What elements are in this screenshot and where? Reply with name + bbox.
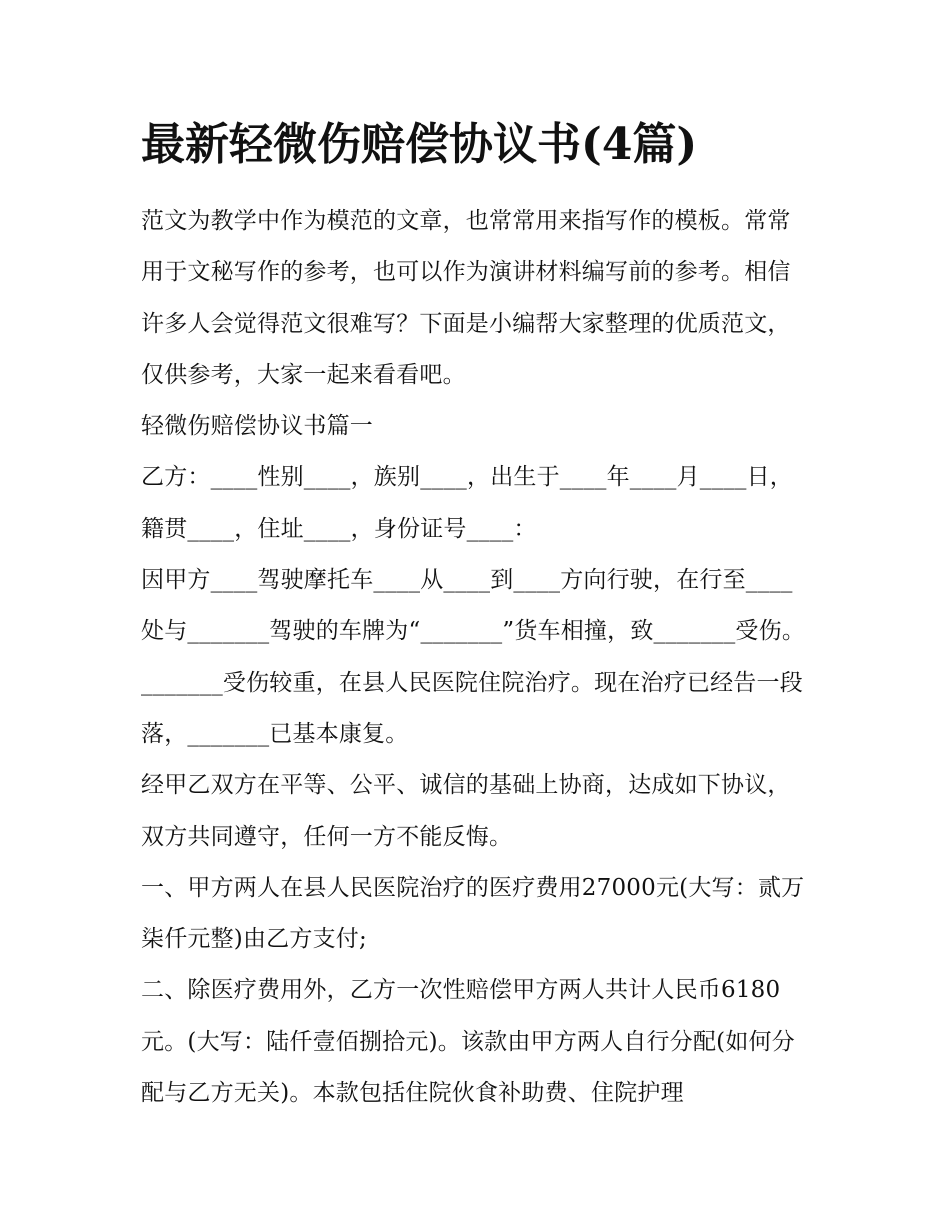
agreement-basis-paragraph: 经甲乙双方在平等、公平、诚信的基础上协商，达成如下协议，双方共同遵守，任何一方不能反悔。 <box>141 772 791 850</box>
clause-one-paragraph: 一、甲方两人在县人民医院治疗的医疗费用27000元(大写：贰万柒仟元整)由乙方支付; <box>141 874 805 953</box>
intro-paragraph: 范文为教学中作为模范的文章，也常常用来指写作的模板。常常用于文秘写作的参考，也可以作为演讲材料编写前的参考。相信许多人会觉得范文很难写？下面是小编帮大家整理的优质范文，仅供参考，大家一起来看看吧。 <box>141 208 791 388</box>
section-heading: 轻微伤赔偿协议书篇一 <box>141 413 373 440</box>
accident-description-paragraph: 因甲方____驾驶摩托车____从____到____方向行驶，在行至____处与_______驾驶的车牌为“_______”货车相撞，致_______受伤。_______受伤较重，在县人民医院住院治疗。现在治疗已经告一段落，_______已基本康复。 <box>141 567 806 747</box>
party-b-info-paragraph: 乙方：____性别____，族别____，出生于____年____月____日，籍贯____，住址____，身份证号____： <box>141 464 793 542</box>
clause-two-paragraph: 二、除医疗费用外，乙方一次性赔偿甲方两人共计人民币6180元。(大写：陆仟壹佰捌拾元)。该款由甲方两人自行分配(如何分配与乙方无关)。本款包括住院伙食补助费、住院护理 <box>141 977 795 1107</box>
document-title: 最新轻微伤赔偿协议书(4篇) <box>141 119 698 170</box>
document-page <box>141 108 811 1119</box>
